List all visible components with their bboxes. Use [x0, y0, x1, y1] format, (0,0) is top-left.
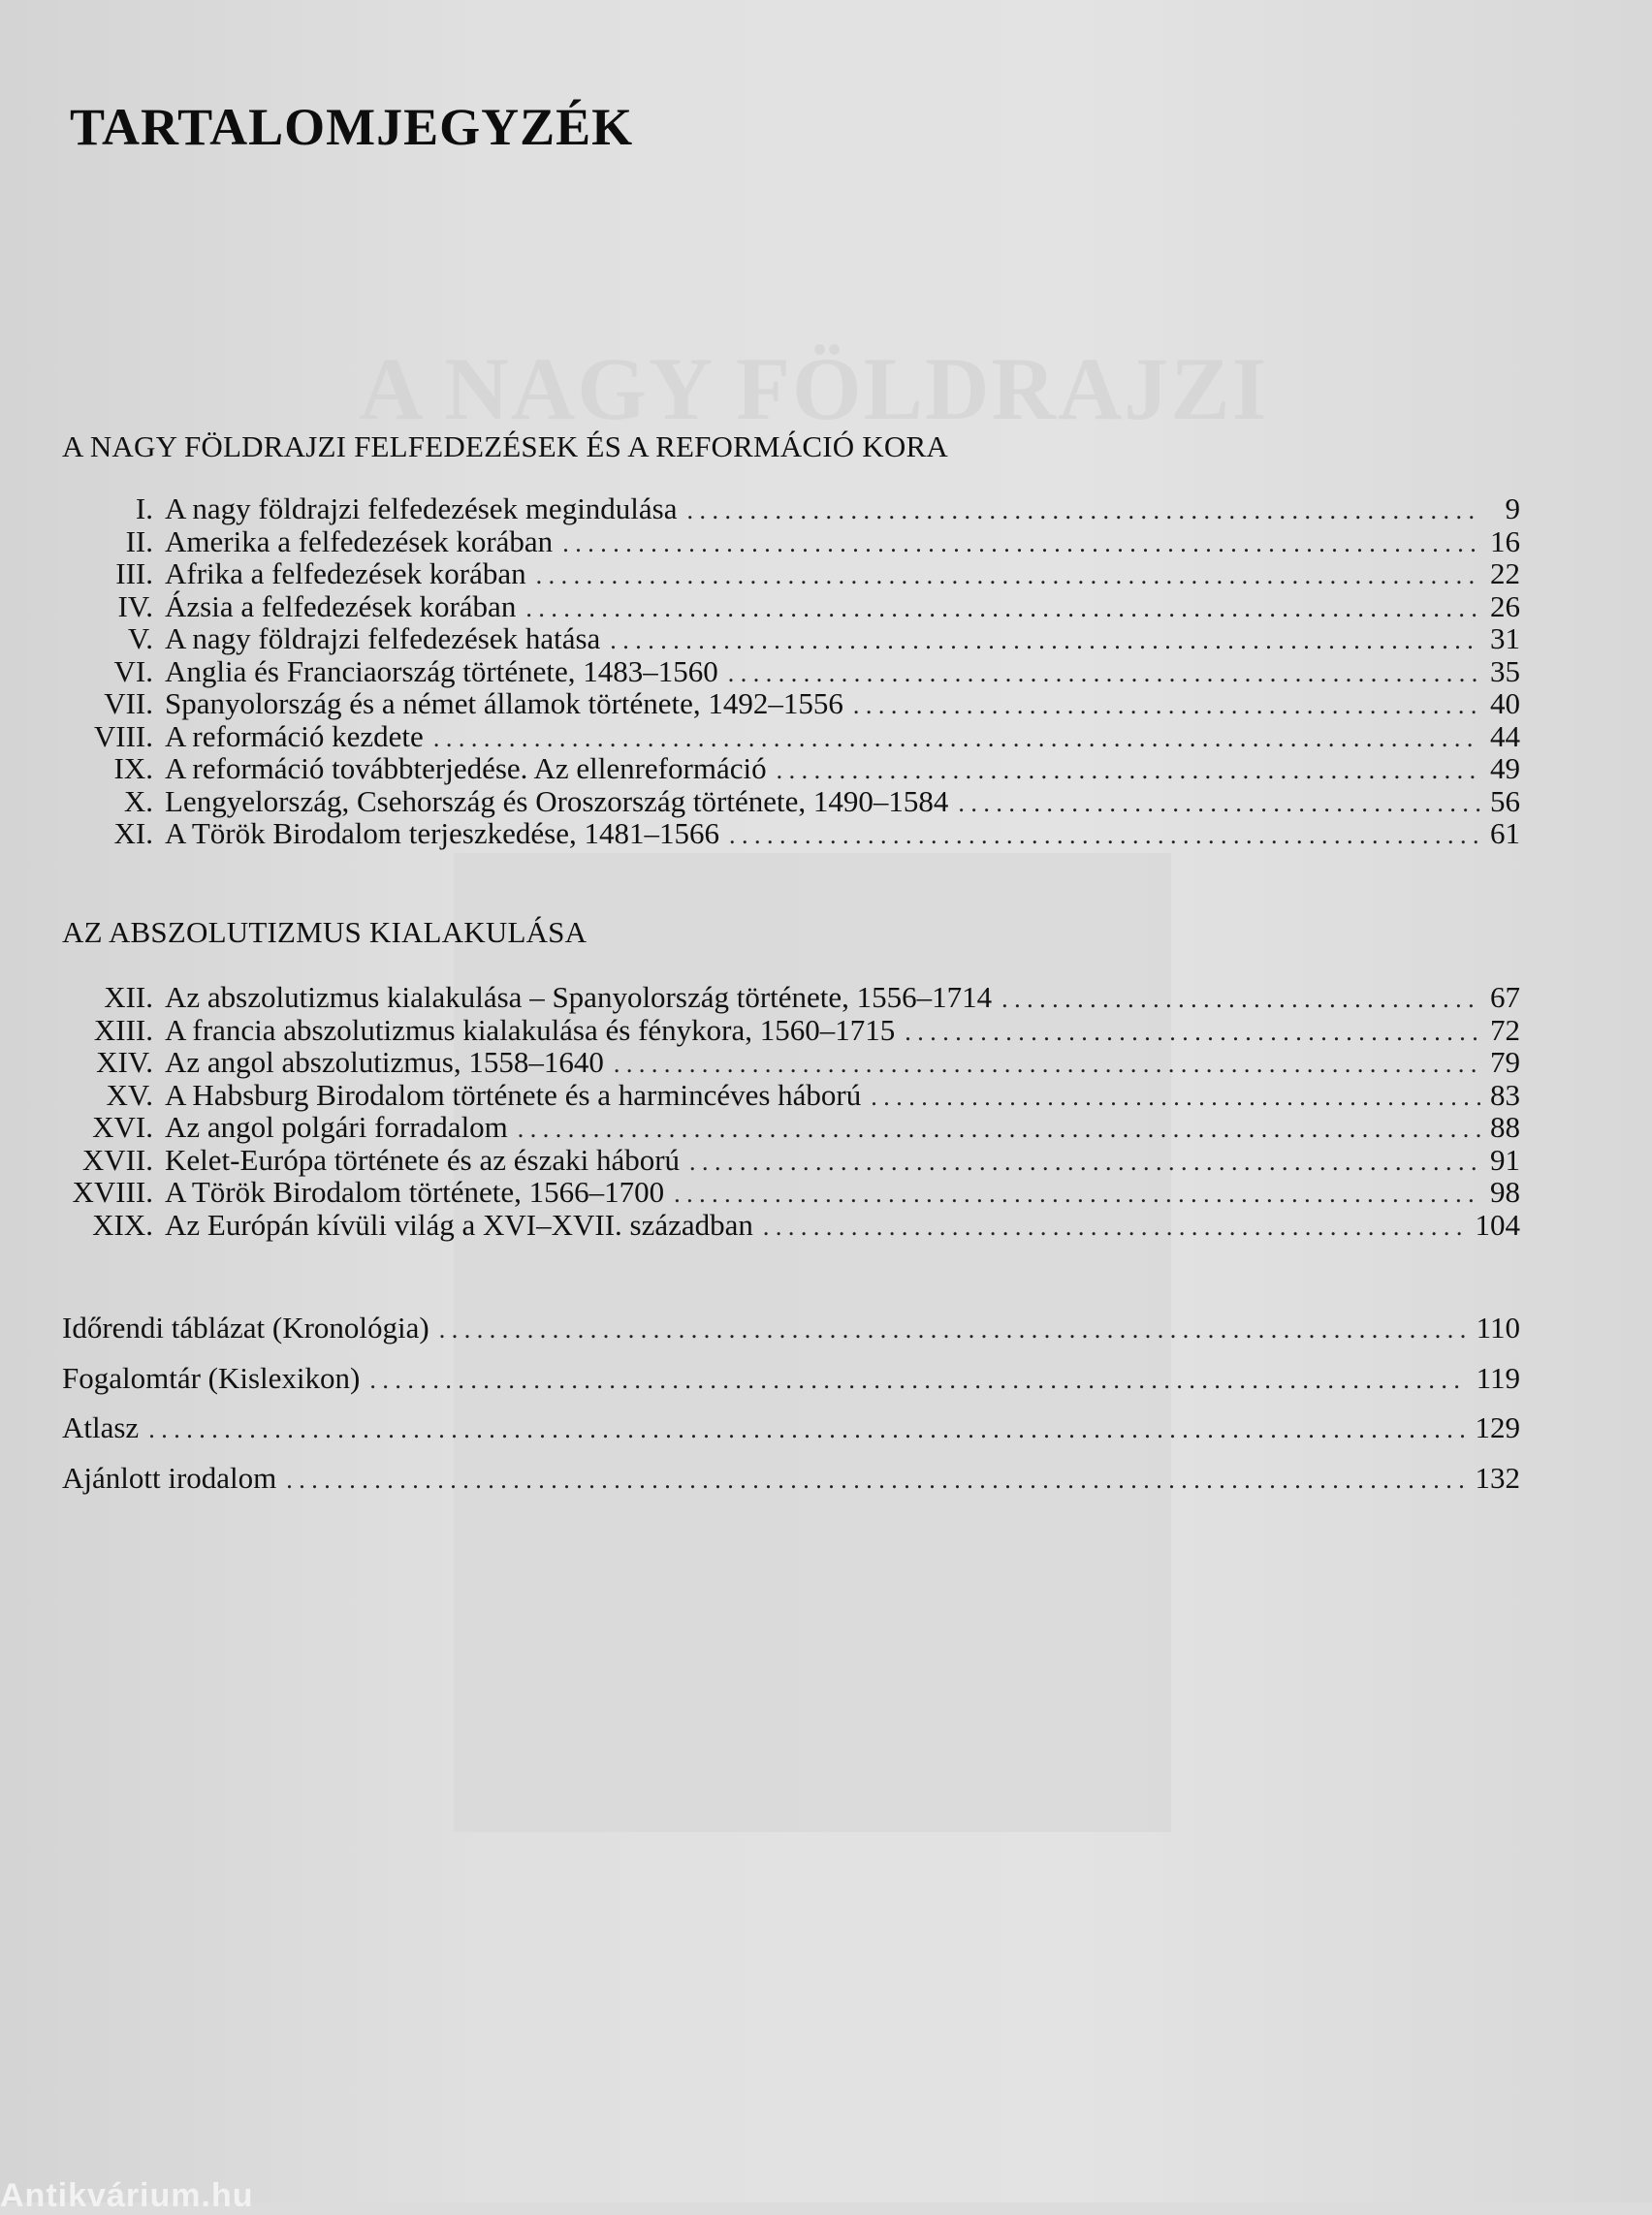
dot-leader: [286, 1455, 1465, 1505]
dot-leader: [958, 787, 1480, 820]
entry-title: A nagy földrajzi felfedezések megindulása: [165, 491, 678, 525]
dot-leader: [1001, 983, 1480, 1016]
page-title: TARTALOMJEGYZÉK: [70, 98, 634, 156]
entry-title: A nagy földrajzi felfedezések hatása: [165, 621, 601, 655]
toc-entry: [0, 1144, 1652, 1177]
chapter-number: XVI.: [92, 1110, 153, 1144]
entry-title: Az angol polgári forradalom: [165, 1110, 508, 1144]
page-number: 26: [1490, 588, 1520, 623]
chapter-number: VIII.: [93, 718, 153, 753]
toc-entry: [0, 1111, 1652, 1144]
page-number: 98: [1490, 1175, 1520, 1209]
dot-leader: [536, 559, 1480, 592]
chapter-number: X.: [123, 783, 153, 818]
toc-entry: [0, 720, 1652, 753]
entry-title: Az abszolutizmus kialakulása – Spanyolország története, 1556–1714: [165, 980, 993, 1014]
dot-leader: [433, 722, 1480, 755]
page-number: 22: [1490, 556, 1520, 590]
show-through-title: A NAGY FÖLDRAJZI: [359, 339, 1269, 438]
entry-title: Az angol abszolutizmus, 1558–1640: [165, 1045, 604, 1079]
chapter-number: XV.: [106, 1077, 153, 1112]
page-number: 88: [1490, 1110, 1520, 1144]
toc-entry: [0, 1453, 1652, 1503]
entry-title: Amerika a felfedezések korában: [165, 523, 554, 558]
chapter-number: IX.: [113, 751, 153, 785]
watermark-logo: Antikvárium.hu: [0, 2177, 254, 2214]
page-number: 132: [1475, 1460, 1520, 1495]
dot-leader: [905, 1016, 1480, 1049]
entry-title: Ázsia a felfedezések korában: [165, 588, 517, 623]
page-number: 56: [1490, 783, 1520, 818]
chapter-number: XIX.: [92, 1207, 153, 1242]
toc-entry: [0, 1079, 1652, 1112]
dot-leader: [148, 1405, 1465, 1455]
entry-title: A francia abszolutizmus kialakulása és fénykora, 1560–1715: [165, 1012, 896, 1047]
entry-title: Lengyelország, Csehország és Oroszország története, 1490–1584: [165, 783, 949, 818]
dot-leader: [689, 1146, 1480, 1179]
chapter-number: XIV.: [96, 1045, 153, 1079]
toc-entry: [0, 752, 1652, 785]
entry-title: A Török Birodalom története, 1566–1700: [165, 1175, 665, 1209]
page-number: 40: [1490, 686, 1520, 720]
chapter-number: III.: [115, 556, 153, 590]
dot-leader: [614, 1048, 1480, 1081]
dot-leader: [439, 1305, 1467, 1355]
entry-title: A Török Birodalom terjeszkedése, 1481–1566: [165, 816, 719, 850]
page-number: 110: [1476, 1311, 1520, 1345]
page-number: 49: [1490, 751, 1520, 785]
dot-leader: [674, 1178, 1480, 1211]
toc-entry: [0, 1046, 1652, 1079]
chapter-number: IV.: [117, 588, 153, 623]
toc-entry: [0, 687, 1652, 720]
page-number: 9: [1505, 491, 1520, 525]
entry-title: Kelet-Európa története és az északi háború: [165, 1142, 681, 1177]
page-number: 61: [1490, 816, 1520, 850]
entry-title: A Habsburg Birodalom története és a harmincéves háború: [165, 1077, 862, 1112]
page-number: 72: [1490, 1012, 1520, 1047]
entry-title: Spanyolország és a német államok története, 1492–1556: [165, 686, 843, 720]
toc-entry: [0, 655, 1652, 688]
toc-entry: [0, 525, 1652, 558]
toc-entry: [0, 590, 1652, 623]
chapter-number: XVIII.: [72, 1175, 153, 1209]
toc-entry: [0, 1014, 1652, 1047]
entry-title: Afrika a felfedezések korában: [165, 556, 526, 590]
page-number: 35: [1490, 653, 1520, 688]
entry-title: Az Európán kívüli világ a XVI–XVII. században: [165, 1207, 753, 1242]
toc-entry: [0, 981, 1652, 1014]
dot-leader: [525, 592, 1480, 625]
chapter-number: XVII.: [81, 1142, 153, 1177]
dot-leader: [729, 819, 1480, 852]
toc-entry: [0, 785, 1652, 818]
dot-leader: [728, 657, 1480, 690]
entry-title: Anglia és Franciaország története, 1483–1560: [165, 653, 718, 688]
toc-entry: [0, 622, 1652, 655]
page-number: 83: [1490, 1077, 1520, 1112]
dot-leader: [777, 754, 1480, 787]
chapter-number: I.: [135, 491, 153, 525]
dot-leader: [562, 527, 1480, 560]
toc-entry: [0, 817, 1652, 850]
toc-entry: [0, 492, 1652, 525]
toc-entry: [0, 1303, 1652, 1353]
chapter-number: V.: [127, 621, 153, 655]
chapter-number: XI.: [113, 816, 153, 850]
dot-leader: [763, 1211, 1466, 1244]
toc-section-1: [0, 492, 1652, 850]
dot-leader: [369, 1355, 1466, 1406]
toc-entry: [0, 557, 1652, 590]
toc-section-2: [0, 981, 1652, 1241]
chapter-number: VI.: [113, 653, 153, 688]
page-number: 31: [1490, 621, 1520, 655]
page-number: 44: [1490, 718, 1520, 753]
entry-title: A reformáció kezdete: [165, 718, 424, 753]
page-number: 104: [1475, 1207, 1520, 1242]
page-number: 91: [1490, 1142, 1520, 1177]
dot-leader: [610, 624, 1480, 657]
section-heading-1: A NAGY FÖLDRAJZI FELFEDEZÉSEK ÉS A REFORMÁCIÓ KORA: [62, 429, 948, 463]
entry-title: Fogalomtár (Kislexikon): [62, 1360, 361, 1395]
chapter-number: II.: [125, 523, 153, 558]
chapter-number: VII.: [104, 686, 153, 720]
entry-title: Időrendi táblázat (Kronológia): [62, 1311, 429, 1345]
entry-title: A reformáció továbbterjedése. Az ellenreformáció: [165, 751, 767, 785]
toc-entry: [0, 1176, 1652, 1209]
page-number: 16: [1490, 523, 1520, 558]
toc-entry: [0, 1403, 1652, 1453]
dot-leader: [871, 1081, 1480, 1114]
page-number: 67: [1490, 980, 1520, 1014]
toc-entry: [0, 1353, 1652, 1404]
toc-back-matter: [0, 1303, 1652, 1503]
chapter-number: XII.: [104, 980, 153, 1014]
page-number: 79: [1490, 1045, 1520, 1079]
entry-title: Ajánlott irodalom: [62, 1460, 277, 1495]
entry-title: Atlasz: [62, 1410, 140, 1444]
page-number: 129: [1475, 1410, 1520, 1444]
toc-entry: [0, 1209, 1652, 1242]
dot-leader: [853, 689, 1480, 722]
dot-leader: [687, 494, 1482, 527]
chapter-number: XIII.: [93, 1012, 153, 1047]
section-heading-2: AZ ABSZOLUTIZMUS KIALAKULÁSA: [62, 915, 588, 949]
page-number: 119: [1476, 1360, 1520, 1395]
dot-leader: [518, 1113, 1480, 1146]
